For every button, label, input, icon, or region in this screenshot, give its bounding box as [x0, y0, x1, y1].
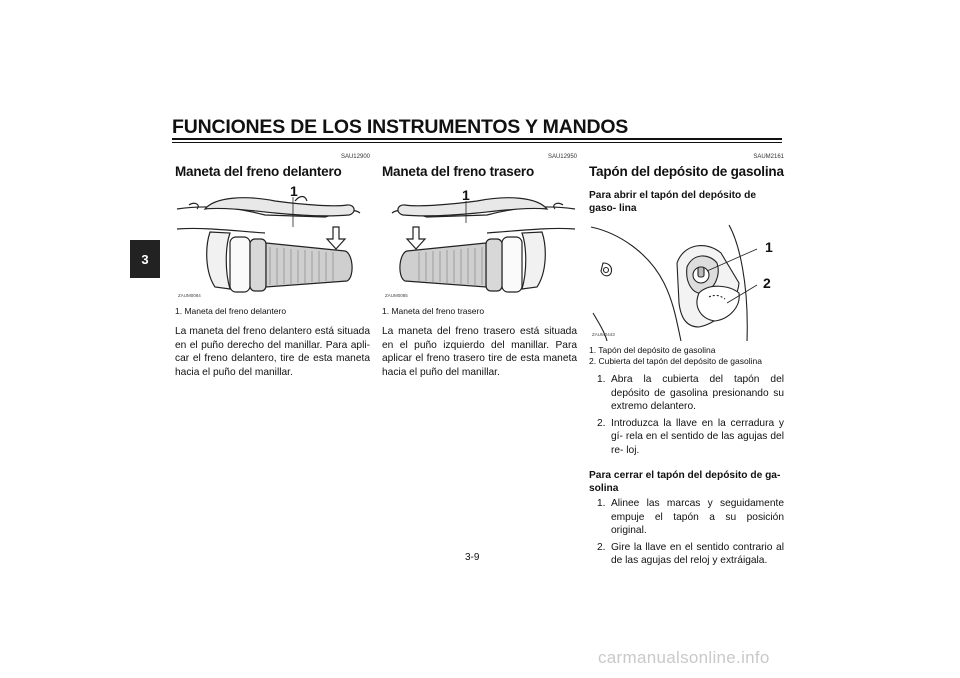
callout-number-2: 2 — [763, 275, 771, 291]
chapter-tab: 3 — [130, 240, 160, 278]
title-rule-thin — [172, 142, 782, 143]
front-brake-figure — [175, 183, 370, 302]
figure-code: ZAUM0085 — [385, 293, 408, 298]
close-steps-list — [589, 497, 784, 568]
section-rear-brake — [382, 148, 577, 379]
figure-caption — [382, 306, 577, 317]
page-number: 3-9 — [465, 552, 480, 563]
fuel-cap-figure — [589, 223, 784, 341]
front-brake-lever-illustration — [175, 187, 370, 302]
step-text: Alinee las marcas y seguidamente empuje el tapón a su posición original. — [611, 498, 784, 536]
caption-line: 1. Maneta del freno trasero — [382, 306, 485, 316]
list-item — [589, 541, 784, 568]
callout-number: 1 — [462, 187, 470, 203]
section-heading: Maneta del freno trasero — [382, 164, 534, 179]
section-heading: Maneta del freno delantero — [175, 164, 342, 179]
step-text: Gire la llave en el sentido contrario al de las agujas del reloj y extráigala. — [611, 541, 784, 566]
watermark: carmanualsonline.info — [598, 648, 770, 667]
step-number: 2. — [597, 417, 606, 429]
section-code: SAUM2161 — [753, 154, 784, 160]
section-fuel-cap — [589, 148, 784, 571]
section-heading: Tapón del depósito de gasolina — [589, 164, 784, 179]
page-title: FUNCIONES DE LOS INSTRUMENTOS Y MANDOS — [172, 116, 629, 138]
step-number: 1. — [597, 498, 606, 509]
list-item — [589, 497, 784, 538]
figure-code: ZAUM0443 — [592, 332, 615, 337]
fuel-cap-illustration — [589, 223, 784, 341]
caption-line: 1. Tapón del depósito de gasolina — [589, 345, 716, 355]
step-text: Introduzca la llave en la cerradura y gí- rela en el sentido de las agujas del re- loj. — [611, 417, 784, 456]
section-front-brake — [175, 148, 370, 379]
close-subheading: Para cerrar el tapón del depósito de ga- solina — [589, 470, 781, 494]
section-code: SAU12900 — [340, 154, 370, 160]
open-subheading: Para abrir el tapón del depósito de gaso- lina — [589, 190, 756, 214]
list-item — [589, 417, 784, 458]
figure-caption — [589, 345, 784, 367]
rear-brake-figure — [382, 187, 577, 302]
title-rule — [172, 138, 782, 140]
body-paragraph: La maneta del freno delantero está situada en el puño derecho del manillar. Para apli- car el freno delantero, tire de esta maneta hacia el puño del manillar. — [175, 326, 370, 378]
caption-line: 1. Maneta del freno delantero — [175, 306, 287, 316]
list-item — [589, 373, 784, 414]
figure-code: ZAUM0084 — [178, 293, 201, 298]
section-code: SAU12950 — [547, 154, 577, 160]
callout-number: 1 — [290, 183, 298, 199]
step-text: Abra la cubierta del tapón del depósito de gasolina presionando su extremo delantero. — [611, 374, 784, 412]
step-number: 2. — [597, 541, 606, 553]
caption-line: 2. Cubierta del tapón del depósito de gasolina — [589, 356, 762, 366]
body-paragraph: La maneta del freno trasero está situada en el puño izquierdo del manillar. Para aplicar el freno trasero tire de esta maneta hacia el puño del manillar. — [382, 326, 577, 378]
open-steps-list — [589, 373, 784, 457]
callout-number-1: 1 — [765, 239, 773, 255]
step-number: 1. — [597, 374, 606, 385]
figure-caption — [175, 306, 370, 317]
rear-brake-lever-illustration — [382, 187, 577, 302]
